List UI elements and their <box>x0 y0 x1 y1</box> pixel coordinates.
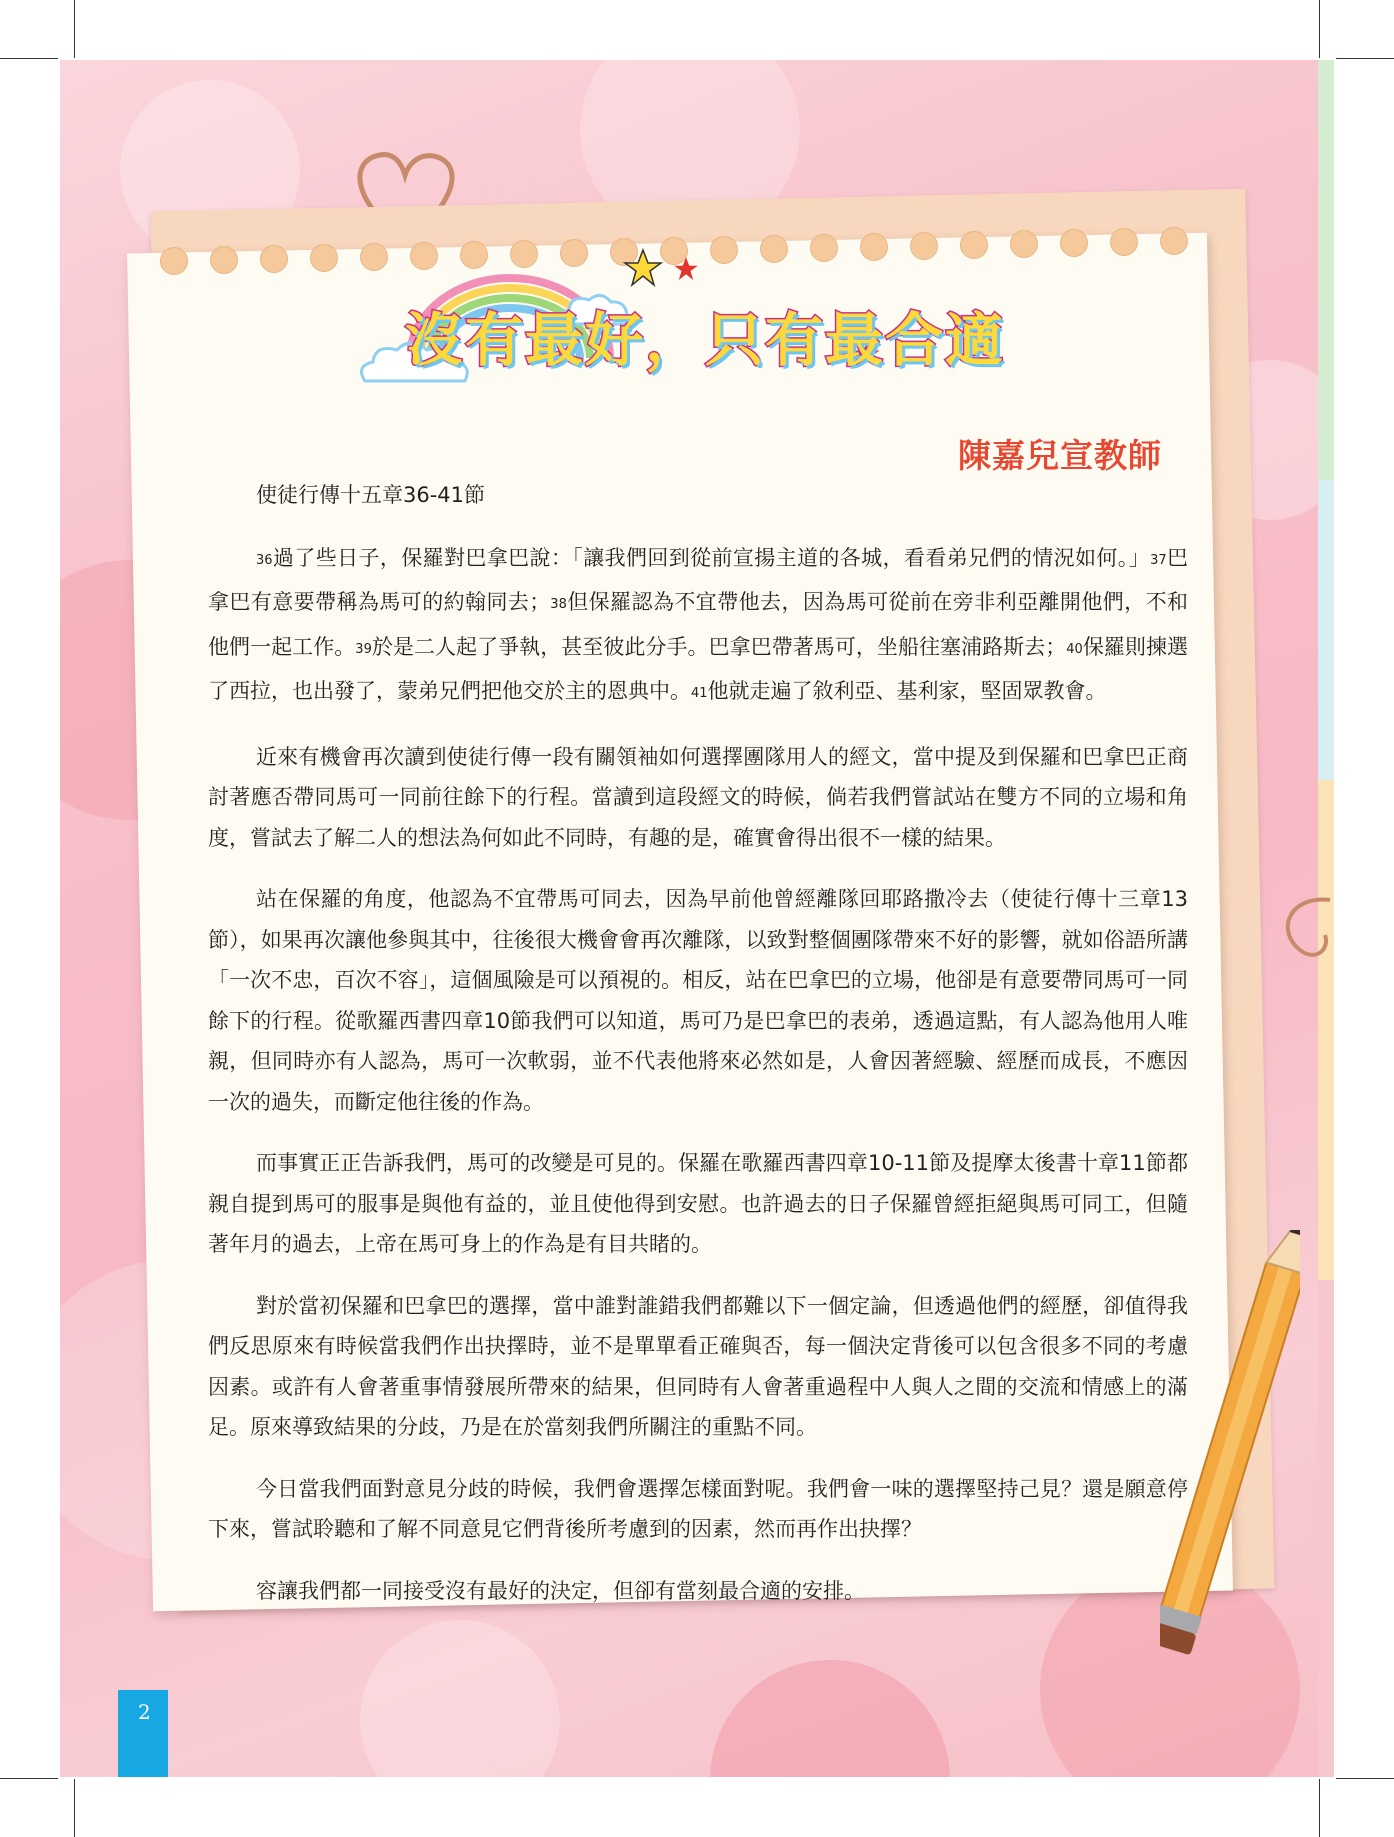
verse-number: 39 <box>355 641 372 657</box>
body-paragraph: 今日當我們面對意見分歧的時候，我們會選擇怎樣面對呢。我們會一味的選擇堅持己見？還是願意停下來，嘗試聆聽和了解不同意見它們背後所考慮到的因素，然而再作出抉擇？ <box>208 1476 1188 1541</box>
scripture-passage <box>208 538 1188 716</box>
binder-hole <box>710 236 738 264</box>
binder-hole <box>860 233 888 261</box>
binder-holes <box>160 195 1220 255</box>
verse-number: 40 <box>1066 641 1083 657</box>
side-color-stripe <box>1318 780 1334 1280</box>
binder-hole <box>460 241 488 269</box>
verse-text: 過了些日子，保羅對巴拿巴說：「讓我們回到從前宣揚主道的各城，看看弟兄們的情況如何。」 <box>272 545 1151 570</box>
bokeh-circle <box>360 1620 560 1777</box>
body-paragraph: 而事實正正告訴我們，馬可的改變是可見的。保羅在歌羅西書四章10-11節及提摩太後書十章11節都親自提到馬可的服事是與他有益的，並且使他得到安慰。也許過去的日子保羅曾經拒絕與馬可同工，但隨著年月的過去，上帝在馬可身上的作為是有目共睹的。 <box>208 1151 1188 1256</box>
body-paragraph: 站在保羅的角度，他認為不宜帶馬可同去，因為早前他曾經離隊回耶路撒冷去（使徒行傳十三章13節），如果再次讓他參與其中，往後很大機會會再次離隊，以致對整個團隊帶來不好的影響，就如俗語所講「一次不忠，百次不容」，這個風險是可以預視的。相反，站在巴拿巴的立場，他卻是有意要帶同馬可一同餘下的行程。從歌羅西書四章10節我們可以知道，馬可乃是巴拿巴的表弟，透過這點，有人認為他用人唯親，但同時亦有人認為，馬可一次軟弱，並不代表他將來必然如是，人會因著經驗、經歷而成長，不應因一次的過失，而斷定他往後的作為。 <box>208 887 1188 1114</box>
binder-hole <box>760 235 788 263</box>
verse-number: 41 <box>691 686 708 701</box>
page-number: 2 <box>138 1700 151 1724</box>
verse-text: 保羅則揀選了西拉，也出發了，蒙弟兄們把他交於主的恩典中。 <box>208 634 1189 703</box>
binder-hole <box>1060 229 1088 257</box>
star-icon <box>623 248 663 288</box>
binder-hole <box>560 239 588 267</box>
verse-text: 於是二人起了爭執，甚至彼此分手。巴拿巴帶著馬可，坐船往塞浦路斯去； <box>371 634 1067 659</box>
verse-text: 但保羅認為不宜帶他去，因為馬可從前在旁非利亞離開他們，不和他們一起工作。 <box>208 590 1189 659</box>
body-paragraph: 近來有機會再次讀到使徒行傳一段有關領袖如何選擇團隊用人的經文，當中提及到保羅和巴拿巴正商討著應否帶同馬可一同前往餘下的行程。當讀到這段經文的時候，倘若我們嘗試站在雙方不同的立場和角度，嘗試去了解二人的想法為何如此不同時，有趣的是，確實會得出很不一樣的結果。 <box>208 744 1188 850</box>
body-paragraph: 容讓我們都一同接受沒有最好的決定，但卻有當刻最合適的安排。 <box>256 1578 865 1603</box>
crop-mark <box>1319 0 1320 58</box>
verse-number: 37 <box>1150 552 1167 568</box>
crop-mark <box>1336 1778 1394 1779</box>
binder-hole <box>910 232 938 260</box>
crop-mark <box>0 58 58 59</box>
side-color-stripe <box>1318 1280 1334 1777</box>
title-banner <box>355 278 1015 388</box>
article-body <box>208 475 1188 1632</box>
body-paragraph: 對於當初保羅和巴拿巴的選擇，當中誰對誰錯我們都難以下一個定論，但透過他們的經歷，卻值得我們反思原來有時候當我們作出抉擇時，並不是單單看正確與否，每一個決定背後可以包含很多不同的考慮因素。或許有人會著重事情發展所帶來的結果，但同時有人會著重過程中人與人之間的交流和情感上的滿足。原來導致結果的分歧，乃是在於當刻我們所關注的重點不同。 <box>208 1293 1188 1439</box>
crop-mark <box>1336 58 1394 59</box>
crop-mark <box>1319 1779 1320 1837</box>
binder-hole <box>960 231 988 259</box>
binder-hole <box>360 243 388 271</box>
side-color-stripe <box>1318 60 1334 480</box>
binder-hole <box>810 234 838 262</box>
binder-hole <box>210 246 238 274</box>
scripture-reference: 使徒行傳十五章36-41節 <box>256 483 486 507</box>
page-title: 沒有最好，只有最合適 <box>405 306 1006 374</box>
crop-mark <box>74 1779 75 1837</box>
crop-mark <box>0 1778 58 1779</box>
verse-text: 巴拿巴有意要帶稱為馬可的約翰同去； <box>208 545 1189 614</box>
binder-hole <box>1160 227 1188 255</box>
verse-number: 36 <box>256 552 273 568</box>
verse-text: 他就走遍了敘利亞、基利家，堅固眾教會。 <box>707 679 1107 703</box>
binder-hole <box>1110 228 1138 256</box>
binder-hole <box>510 240 538 268</box>
verse-number: 38 <box>550 597 567 612</box>
pencil-icon <box>1160 1230 1300 1670</box>
binder-hole <box>260 245 288 273</box>
heart-doodle-icon <box>1270 890 1334 970</box>
bokeh-circle <box>710 1660 950 1777</box>
binder-hole <box>410 242 438 270</box>
page-number-tab <box>118 1690 168 1777</box>
binder-hole <box>310 244 338 272</box>
binder-hole <box>160 247 188 275</box>
crop-mark <box>74 0 75 58</box>
author-name: 陳嘉兒宣教師 <box>958 436 1162 475</box>
star-icon <box>673 256 699 282</box>
binder-hole <box>1010 230 1038 258</box>
side-color-stripe <box>1318 480 1334 780</box>
